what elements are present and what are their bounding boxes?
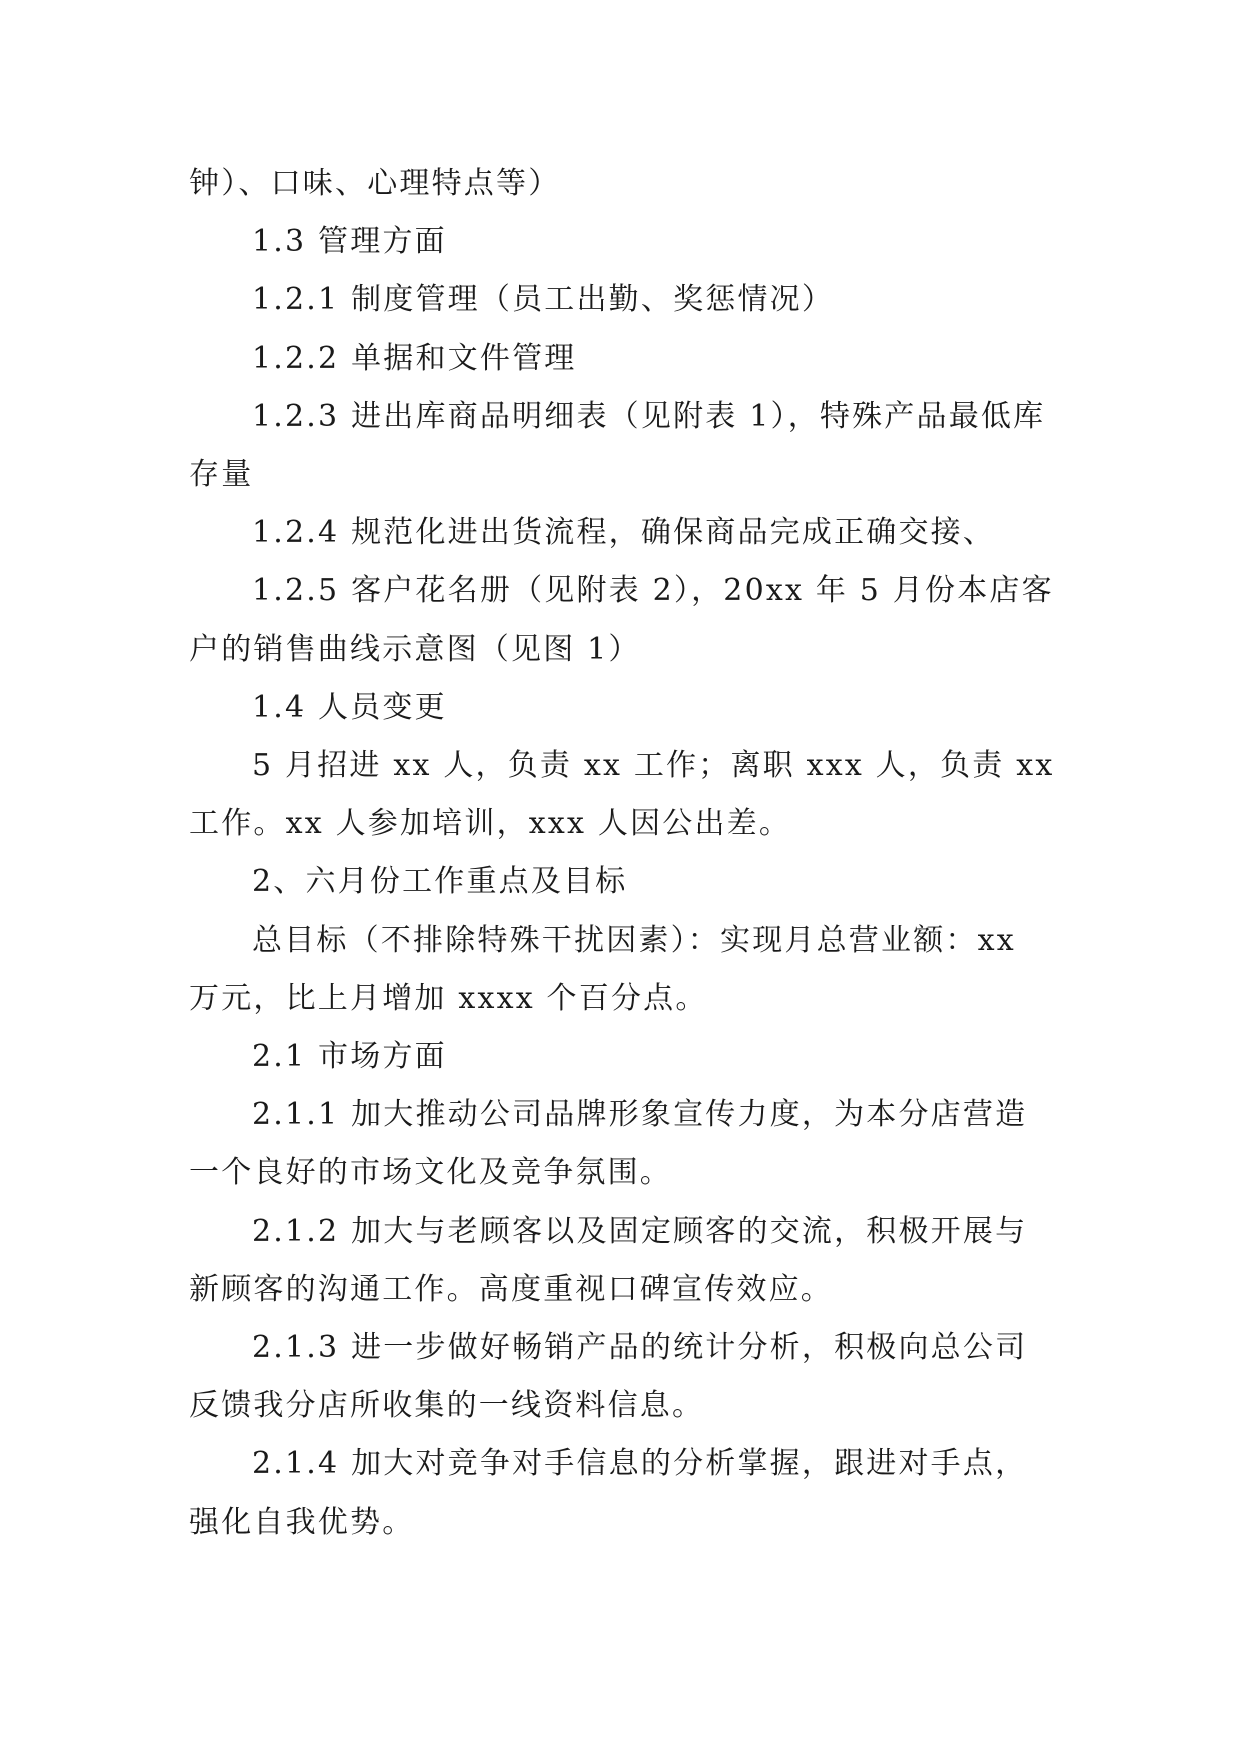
paragraph: 1.3 管理方面	[252, 224, 447, 260]
paragraph: 1.2.1 制度管理（员工出勤、奖惩情况）	[252, 282, 835, 318]
document-body	[189, 155, 1055, 1552]
paragraph: 2.1 市场方面	[252, 1039, 447, 1075]
paragraph: 2、六月份工作重点及目标	[252, 864, 628, 900]
paragraph: 2.1.2 加大与老顾客以及固定顾客的交流，积极开展与新顾客的沟通工作。高度重视口碑宣传效应。	[189, 1213, 1028, 1307]
paragraph: 2.1.1 加大推动公司品牌形象宣传力度，为本分店营造一个良好的市场文化及竞争氛围。	[189, 1097, 1028, 1191]
paragraph: 1.2.3 进出库商品明细表（见附表 1），特殊产品最低库存量	[189, 398, 1046, 493]
paragraph: 1.2.4 规范化进出货流程，确保商品完成正确交接、	[252, 515, 996, 551]
paragraph: 1.2.5 客户花名册（见附表 2），20xx 年 5 月份本店客户的销售曲线示意图（见图 1）	[189, 573, 1054, 667]
paragraph: 总目标（不排除特殊干扰因素）：实现月总营业额：xx 万元，比上月增加 xxxx 个百分点。	[189, 922, 1016, 1016]
paragraph: 1.2.2 单据和文件管理	[252, 340, 577, 376]
paragraph: 钟）、口味、心理特点等）	[189, 166, 561, 201]
paragraph: 2.1.4 加大对竞争对手信息的分析掌握，跟进对手点，强化自我优势。	[189, 1446, 1028, 1540]
paragraph: 5 月招进 xx 人，负责 xx 工作；离职 xxx 人，负责 xx 工作。xx 人参加培训，xxx 人因公出差。	[189, 748, 1055, 842]
paragraph: 2.1.3 进一步做好畅销产品的统计分析，积极向总公司反馈我分店所收集的一线资料信息。	[189, 1330, 1028, 1424]
paragraph: 1.4 人员变更	[252, 689, 447, 725]
